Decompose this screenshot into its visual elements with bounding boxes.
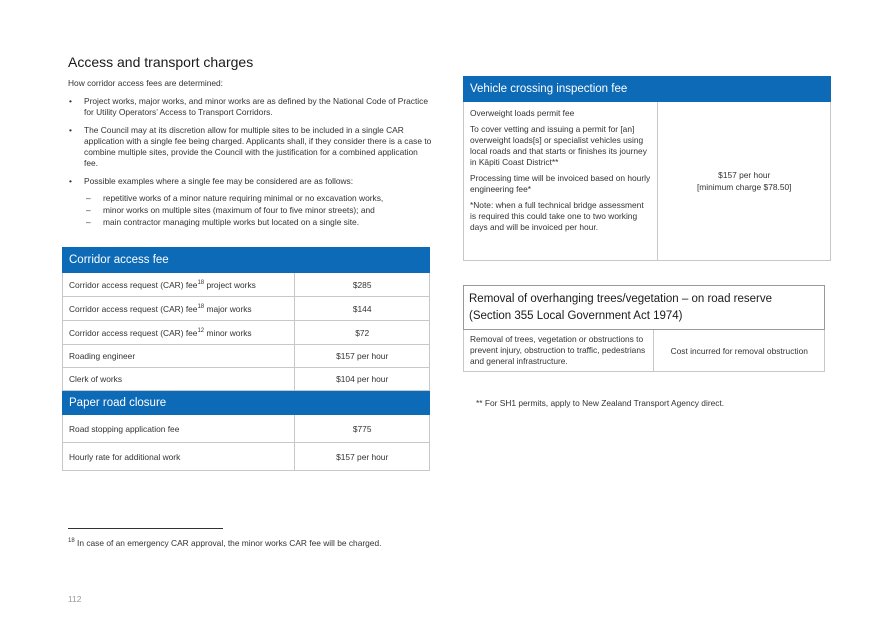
footnote <box>68 538 381 548</box>
fee-label: Hourly rate for additional work <box>63 443 295 471</box>
footnote-divider <box>68 528 223 529</box>
fee-value: $157 per hour <box>295 443 430 471</box>
fee-label: Road stopping application fee <box>63 415 295 443</box>
bullet-item: • Project works, major works, and minor works are as defined by the National Code of Practice for Utility Operators’ Access to Transport Corridors. <box>68 96 433 118</box>
fee-label: Roading engineer <box>63 345 295 368</box>
table-header-row <box>63 391 430 415</box>
fee-label: Corridor access request (CAR) fee$^{12}$ minor works <box>63 321 295 345</box>
tree-title: Removal of overhanging trees/vegetation – on road reserve (Section 355 Local Government Act 1974) <box>464 286 825 330</box>
tree-cost: Cost incurred for removal obstruction <box>654 330 825 372</box>
table-row <box>63 321 430 345</box>
permit-paragraph: *Note: when a full technical bridge assessment is required this could take one to two working days and will be invoiced per hour. <box>470 200 644 232</box>
table-title-row <box>464 286 825 330</box>
fee-value: $285 <box>295 273 430 297</box>
table-header-row <box>464 77 831 102</box>
tree-removal-table <box>463 285 825 372</box>
permit-description <box>464 102 658 261</box>
footnote-text: In case of an emergency CAR approval, the minor works CAR fee will be charged. <box>74 538 382 548</box>
corridor-fee-table <box>62 247 430 471</box>
fee-value: $144 <box>295 297 430 321</box>
bullet-list <box>68 96 433 235</box>
table-header-row <box>63 248 430 273</box>
sub-bullet-item: – main contractor managing multiple works but located on a single site. <box>82 217 433 228</box>
table-row <box>63 273 430 297</box>
tree-description: Removal of trees, vegetation or obstructions to prevent injury, obstruction to traffic, pedestrians and general infrastructure. <box>464 330 654 372</box>
price-line: $157 per hour <box>718 170 771 180</box>
sub-bullet-item: – repetitive works of a minor nature requiring minimal or no excavation works, <box>82 193 433 204</box>
permit-paragraph: Processing time will be invoiced based on hourly engineering fee* <box>470 173 651 194</box>
fee-value: $104 per hour <box>295 368 430 391</box>
permit-paragraph: To cover vetting and issuing a permit for [an] overweight loads[s] or specialist vehicles using local roads and that starts or finishes its journey in Kāpiti Coast District** <box>470 124 647 167</box>
bullet-item <box>68 176 433 228</box>
fee-value: $157 per hour <box>295 345 430 368</box>
permit-paragraph: Overweight loads permit fee <box>470 108 575 118</box>
table-row <box>63 368 430 391</box>
page-number: 112 <box>68 594 82 604</box>
table-row <box>464 330 825 372</box>
vehicle-heading: Vehicle crossing inspection fee <box>464 77 831 102</box>
section-title: Access and transport charges <box>68 54 254 70</box>
fee-value: $775 <box>295 415 430 443</box>
bullet-item: • The Council may at its discretion allow for multiple sites to be included in a single CAR application with a single fee being charged. Applicants shall, if they consider there is a case to combine multiple sites, provide the Council with the justification for a combined application fee. <box>68 125 433 169</box>
fee-label: Corridor access request (CAR) fee$^{18}$ major works <box>63 297 295 321</box>
footnote-number: 18 <box>68 538 75 545</box>
paper-road-heading: Paper road closure <box>63 391 430 415</box>
sub-bullet-item: – minor works on multiple sites (maximum of four to five minor streets); and <box>82 205 433 216</box>
table-row <box>63 415 430 443</box>
sh1-note: ** For SH1 permits, apply to New Zealand Transport Agency direct. <box>476 398 725 408</box>
sub-bullet-list <box>84 193 433 228</box>
price-minimum: [minimum charge $78.50] <box>696 182 792 192</box>
fee-label: Clerk of works <box>63 368 295 391</box>
fee-label: Corridor access request (CAR) fee$^{18}$ project works <box>63 273 295 297</box>
bullet-text: Possible examples where a single fee may be considered are as follows: <box>84 176 354 186</box>
table-row <box>63 443 430 471</box>
table-row <box>464 102 831 261</box>
table-row <box>63 345 430 368</box>
permit-price <box>658 102 831 261</box>
vehicle-crossing-table <box>463 76 831 261</box>
fee-value: $72 <box>295 321 430 345</box>
corridor-heading: Corridor access fee <box>63 248 430 273</box>
intro-text: How corridor access fees are determined: <box>68 78 224 88</box>
table-row <box>63 297 430 321</box>
